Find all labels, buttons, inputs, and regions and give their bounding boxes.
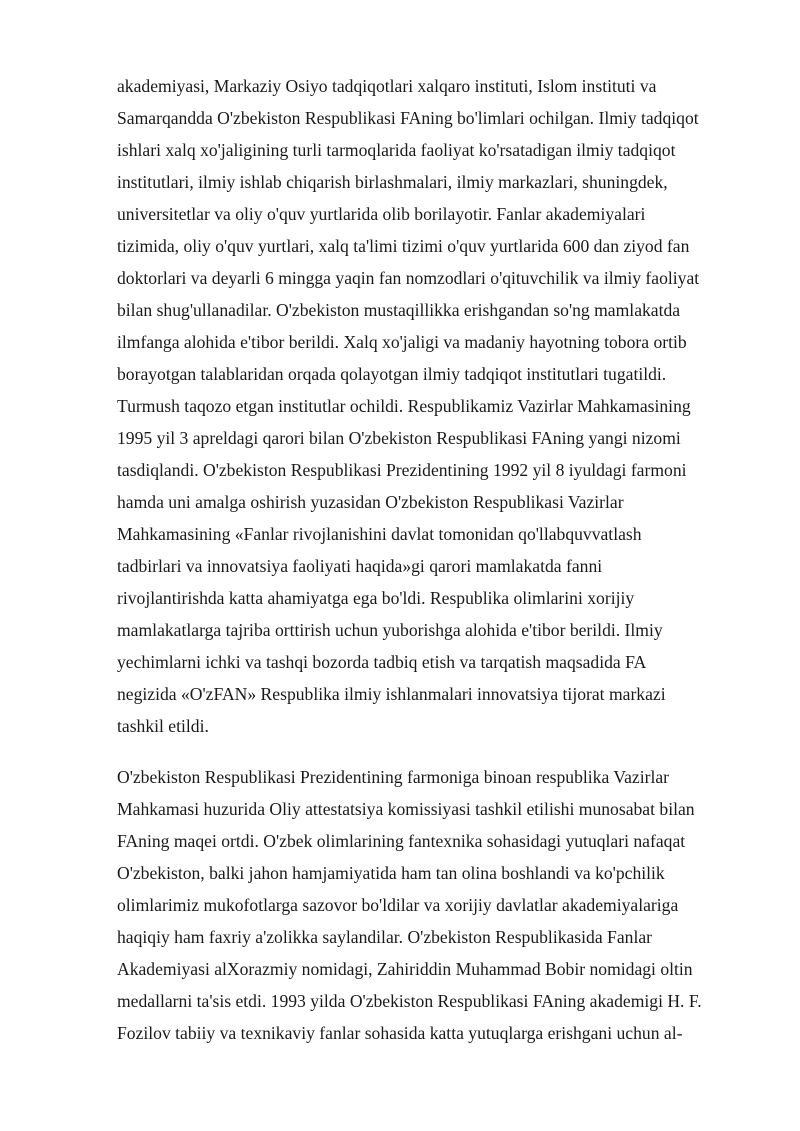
text-line: Mahkamasining «Fanlar rivojlanishini davlat tomonidan qo'llabquvvatlash [117, 524, 642, 544]
text-line: O'zbekiston Respublikasi Prezidentining farmoniga binoan respublika Vazirlar [117, 767, 670, 787]
text-line: rivojlantirishda katta ahamiyatga ega bo'ldi. Respublika olimlarini xorijiy [117, 588, 635, 608]
text-line: ishlari xalq xo'jaligining turli tarmoqlarida faoliyat ko'rsatadigan ilmiy tadqiqot [117, 140, 676, 160]
text-line: Akademiyasi alXorazmiy nomidagi, Zahiriddin Muhammad Bobir nomidagi oltin [117, 959, 693, 979]
text-line: mamlakatlarga tajriba orttirish uchun yuborishga alohida e'tibor berildi. Ilmiy [117, 620, 663, 640]
text-line: borayotgan talablaridan orqada qolayotgan ilmiy tadqiqot institutlari tugatildi. [117, 364, 667, 384]
text-line: tadbirlari va innovatsiya faoliyati haqida»gi qarori mamlakatda fanni [117, 556, 603, 576]
text-line: Samarqandda O'zbekiston Respublikasi FAning bo'limlari ochilgan. Ilmiy tadqiqot [117, 108, 699, 128]
text-line: bilan shug'ullanadilar. O'zbekiston mustaqillikka erishgandan so'ng mamlakatda [117, 300, 681, 320]
text-line: ilmfanga alohida e'tibor berildi. Xalq xo'jaligi va madaniy hayotning tobora ortib [117, 332, 687, 352]
text-line: medallarni ta'sis etdi. 1993 yilda O'zbekiston Respublikasi FAning akademigi H. F. [117, 991, 702, 1011]
text-line: tasdiqlandi. O'zbekiston Respublikasi Prezidentining 1992 yil 8 iyuldagi farmoni [117, 460, 687, 480]
text-line: Mahkamasi huzurida Oliy attestatsiya komissiyasi tashkil etilishi munosabat bilan [117, 799, 695, 819]
text-line: hamda uni amalga oshirish yuzasidan O'zbekiston Respublikasi Vazirlar [117, 492, 624, 512]
text-line: institutlari, ilmiy ishlab chiqarish birlashmalari, ilmiy markazlari, shuningdek, [117, 172, 668, 192]
text-line: olimlarimiz mukofotlarga sazovor bo'ldilar va xorijiy davlatlar akademiyalariga [117, 895, 679, 915]
text-line: Fozilov tabiiy va texnikaviy fanlar sohasida katta yutuqlarga erishgani uchun al- [117, 1023, 683, 1043]
text-line: FAning maqei ortdi. O'zbek olimlarining fantexnika sohasidagi yutuqlari nafaqat [117, 831, 686, 851]
text-line: Turmush taqozo etgan institutlar ochildi. Respublikamiz Vazirlar Mahkamasining [117, 396, 691, 416]
text-line: tizimida, oliy o'quv yurtlari, xalq ta'limi tizimi o'quv yurtlarida 600 dan ziyod fan [117, 236, 690, 256]
text-line: universitetlar va oliy o'quv yurtlarida olib borilayotir. Fanlar akademiyalari [117, 204, 646, 224]
text-line: yechimlarni ichki va tashqi bozorda tadbiq etish va tarqatish maqsadida FA [117, 652, 647, 672]
text-line: negizida «O'zFAN» Respublika ilmiy ishlanmalari innovatsiya tijorat markazi [117, 684, 666, 704]
text-line: doktorlari va deyarli 6 mingga yaqin fan nomzodlari o'qituvchilik va ilmiy faoliyat [117, 268, 700, 288]
text-line: tashkil etildi. [117, 716, 209, 736]
text-line: 1995 yil 3 apreldagi qarori bilan O'zbekiston Respublikasi FAning yangi nizomi [117, 428, 681, 448]
text-line: akademiyasi, Markaziy Osiyo tadqiqotlari xalqaro instituti, Islom instituti va [117, 76, 657, 96]
text-line: haqiqiy ham faxriy a'zolikka saylandilar. O'zbekiston Respublikasida Fanlar [117, 927, 652, 947]
text-line: O'zbekiston, balki jahon hamjamiyatida ham tan olina boshlandi va ko'pchilik [117, 863, 665, 883]
paragraph-1 [117, 70, 717, 742]
paragraph-2 [117, 761, 717, 1049]
